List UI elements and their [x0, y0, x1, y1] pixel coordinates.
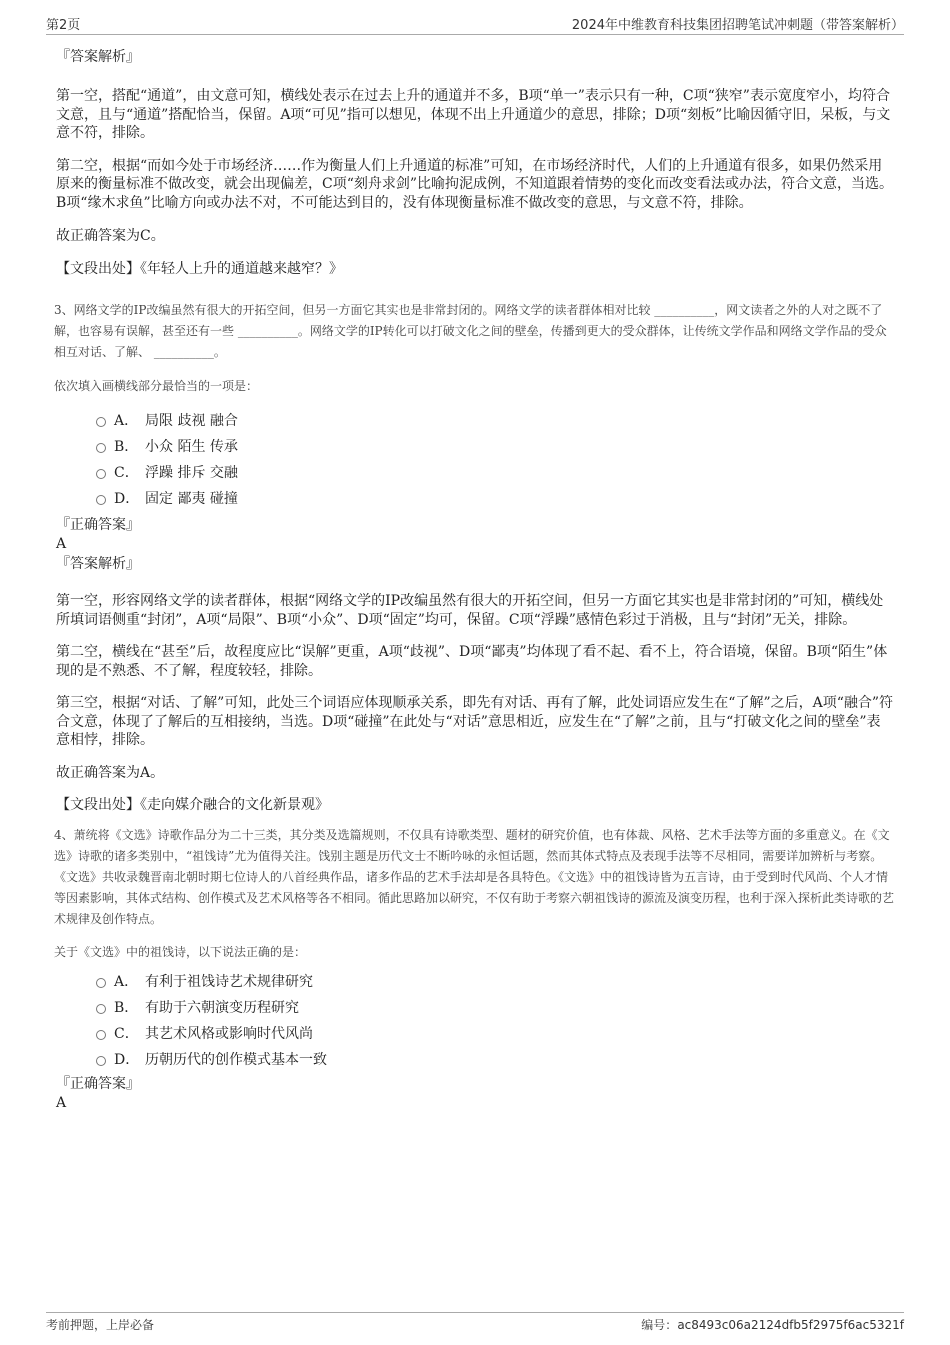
- q3-analysis-label: 『答案解析』: [56, 556, 140, 572]
- q3-conclusion: 故正确答案为A。: [56, 764, 165, 781]
- q4-option-a[interactable]: A． 有利于祖饯诗艺术规律研究: [96, 969, 894, 995]
- document-code: 编号：ac8493c06a2124dfb5f2975f6ac5321f: [641, 1318, 904, 1332]
- document-title: 2024年中维教育科技集团招聘笔试冲刺题（带答案解析）: [571, 18, 904, 33]
- radio-icon[interactable]: [96, 1004, 106, 1014]
- q4-answer: A: [56, 1094, 67, 1111]
- radio-icon[interactable]: [96, 469, 106, 479]
- q2-analysis-para2: 第二空，根据“而如今处于市场经济……作为衡量人们上升通道的标准”可知，在市场经济时代，人们的上升通道有很多，如果仍然采用原来的衡量标准不做改变，就会出现偏差，C项“刻舟求剑”比喻拘泥成例，不知道跟着情势的变化而改变看法或办法，符合文意，当选。B项“缘木求鱼”比喻方向或办法不对，不可能达到目的，没有体现衡量标准不做改变的意思，与文意不符，排除。: [56, 157, 894, 211]
- page-header: [46, 14, 904, 35]
- q3-option-c[interactable]: C． 浮躁 排斥 交融: [96, 460, 894, 486]
- q4-prompt: 关于《文选》中的祖饯诗，以下说法正确的是：: [54, 944, 307, 959]
- q4-stem: 4、萧统将《文选》诗歌作品分为二十三类，其分类及选篇规则，不仅具有诗歌类型、题材的研究价值，也有体裁、风格、艺术手法等方面的多重意义。在《文选》诗歌的诸多类别中，“祖饯诗”尤为值得关注。饯别主题是历代文士不断吟咏的永恒话题，然而其体式特点及表现手法等不尽相同，需要详加辨析与考察。《文选》共收录魏晋南北朝时期七位诗人的八首经典作品，诸多作品的艺术手法却是各具特色。《文选》中的祖饯诗皆为五言诗，由于受到时代风尚、个人才情等因素影响，其体式结构、创作模式及艺术风格等各不相同。循此思路加以研究，不仅有助于考察六朝祖饯诗的源流及演变历程，也利于深入探析此类诗歌的艺术规律及创作特点。: [54, 827, 895, 926]
- q3-analysis-para3: 第三空，根据“对话、了解”可知，此处三个词语应体现顺承关系，即先有对话、再有了解，此处词语应发生在“了解”之后，A项“融合”符合文意，体现了了解后的互相接纳，当选。D项“碰撞”在此处与“对话”意思相近，应发生在“了解”之前，且与“打破文化之间的壁垒”表意相悖，排除。: [56, 695, 894, 748]
- radio-icon[interactable]: [96, 1056, 106, 1066]
- q4-options: [56, 969, 894, 1073]
- q3-source: 【文段出处】《走向媒介融合的文化新景观》: [56, 797, 329, 813]
- q2-analysis-para1: 第一空，搭配“通道”，由文意可知，横线处表示在过去上升的通道并不多，B项“单一”表示只有一种，C项“狭窄”表示宽度窄小，均符合文意，且与“通道”搭配恰当，保留。A项“可见”指可以想见，体现不出上升通道少的意思，排除；D项“刻板”比喻因循守旧，呆板，与文意不符，排除。: [56, 88, 891, 141]
- q3-option-a[interactable]: A． 局限 歧视 融合: [96, 408, 894, 434]
- q2-conclusion: 故正确答案为C。: [56, 228, 165, 244]
- radio-icon[interactable]: [96, 495, 106, 505]
- radio-icon[interactable]: [96, 443, 106, 453]
- q3-answer: A: [56, 536, 67, 552]
- radio-icon[interactable]: [96, 978, 106, 988]
- q4-option-d[interactable]: D． 历朝历代的创作模式基本一致: [96, 1047, 894, 1073]
- q3-analysis-para2: 第二空，横线在“甚至”后，故程度应比“误解”更重，A项“歧视”、D项“鄙夷”均体现了看不起、看不上，符合语境，保留。B项“陌生”体现的是不熟悉、不了解，程度较轻，排除。: [56, 644, 888, 679]
- q4-option-c[interactable]: C． 其艺术风格或影响时代风尚: [96, 1021, 894, 1047]
- q3-option-d[interactable]: D． 固定 鄙夷 碰撞: [96, 486, 894, 512]
- footer-slogan: 考前押题，上岸必备: [46, 1318, 155, 1332]
- page-number: 第2页: [46, 18, 81, 33]
- q4-answer-label: 『正确答案』: [56, 1075, 140, 1092]
- q3-option-b[interactable]: B． 小众 陌生 传承: [96, 434, 894, 460]
- page-content: [56, 40, 894, 1112]
- q3-prompt: 依次填入画横线部分最恰当的一项是：: [54, 379, 259, 393]
- q3-analysis-para1: 第一空，形容网络文学的读者群体，根据“网络文学的IP改编虽然有很大的开拓空间，但另一方面它其实也是非常封闭的”可知，横线处所填词语侧重“封闭”，A项“局限”、B项“小众”、D项“固定”均可，保留。C项“浮躁”感情色彩过于消极，且与“封闭”无关，排除。: [56, 593, 884, 628]
- q3-options: [56, 408, 894, 512]
- q4-option-b[interactable]: B． 有助于六朝演变历程研究: [96, 995, 894, 1021]
- page-footer: [46, 1312, 904, 1335]
- radio-icon[interactable]: [96, 417, 106, 427]
- radio-icon[interactable]: [96, 1030, 106, 1040]
- q2-source: 【文段出处】《年轻人上升的通道越来越窄？》: [56, 260, 343, 277]
- q2-analysis-label: 『答案解析』: [56, 49, 140, 65]
- q3-stem: 3、网络文学的IP改编虽然有很大的开拓空间，但另一方面它其实也是非常封闭的。网络文学的读者群体相对比较 __________，网文读者之外的人对之既不了解，也容易有误解，甚至还有一些 __________。网络文学的IP转化可以打破文化之间的壁垒，传播到更大的受众群体，让传统文学作品和网络文学作品的受众相互对话、了解、 __________。: [54, 303, 887, 359]
- q3-answer-label: 『正确答案』: [56, 517, 140, 533]
